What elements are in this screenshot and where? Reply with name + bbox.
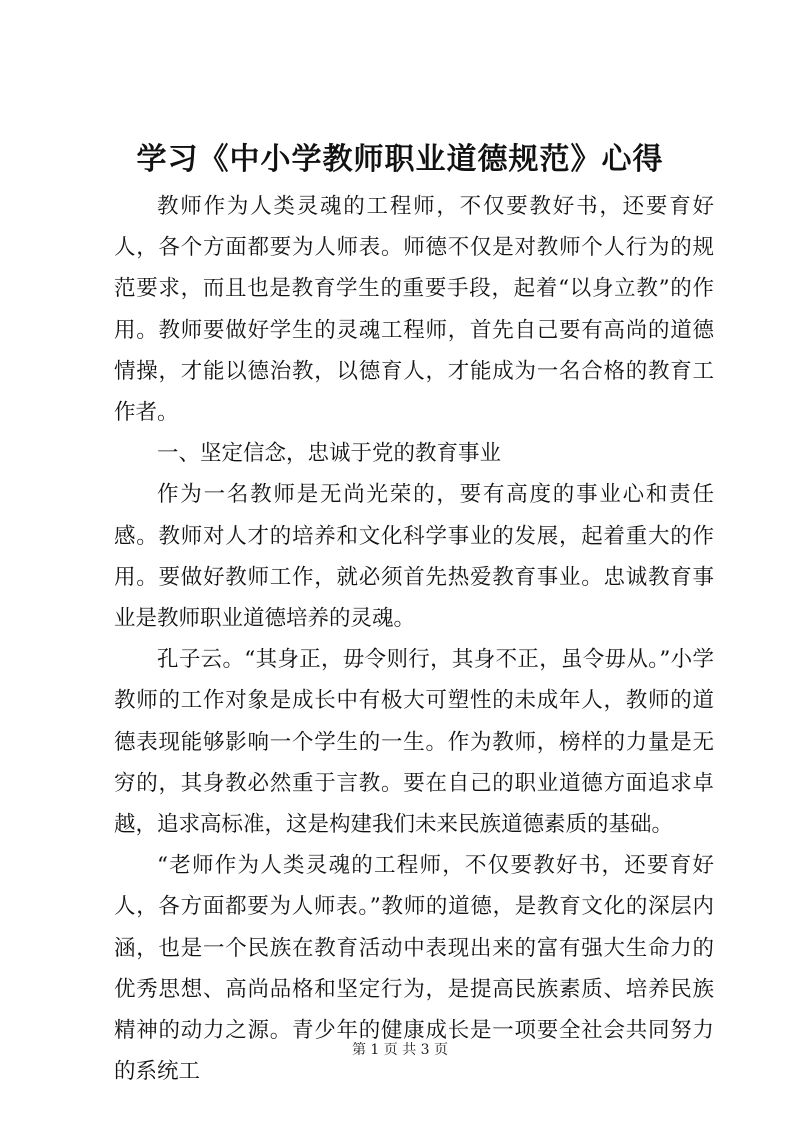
- paragraph-intro: 教师作为人类灵魂的工程师，不仅要教好书，还要育好人，各个方面都要为人师表。师德不仅是对教师个人行为的规范要求，而且也是教育学生的重要手段，起着“以身立教”的作用。教师要做好学生的灵魂工程师，首先自己要有高尚的道德情操，才能以德治教，以德育人，才能成为一名合格的教育工作者。: [114, 194, 714, 426]
- document-body: [114, 186, 714, 1092]
- paragraph: 孔子云。“其身正，毋令则行，其身不正，虽令毋从。”小学教师的工作对象是成长中有极大可塑性的未成年人，教师的道德表现能够影响一个学生的一生。作为教师，榜样的力量是无穷的，其身教必然重于言教。要在自己的职业道德方面追求卓越，追求高标准，这是构建我们未来民族道德素质的基础。: [114, 647, 714, 838]
- page-number-footer: 第 1 页 共 3 页: [351, 1042, 449, 1058]
- document-title: 学习《中小学教师职业道德规范》心得: [136, 142, 664, 177]
- section-heading: 一、坚定信念，忠诚于党的教育事业: [157, 441, 502, 467]
- paragraph: 作为一名教师是无尚光荣的，要有高度的事业心和责任感。教师对人才的培养和文化科学事业的发展，起着重大的作用。要做好教师工作，就必须首先热爱教育事业。忠诚教育事业是教师职业道德培养的灵魂。: [114, 482, 714, 632]
- paragraph: “老师作为人类灵魂的工程师，不仅要教好书，还要育好人，各方面都要为人师表。”教师的道德，是教育文化的深层内涵，也是一个民族在教育活动中表现出来的富有强大生命力的优秀思想、高尚品格和坚定行为，是提高民族素质、培养民族精神的动力之源。青少年的健康成长是一项要全社会共同努力的系统工: [114, 853, 714, 1085]
